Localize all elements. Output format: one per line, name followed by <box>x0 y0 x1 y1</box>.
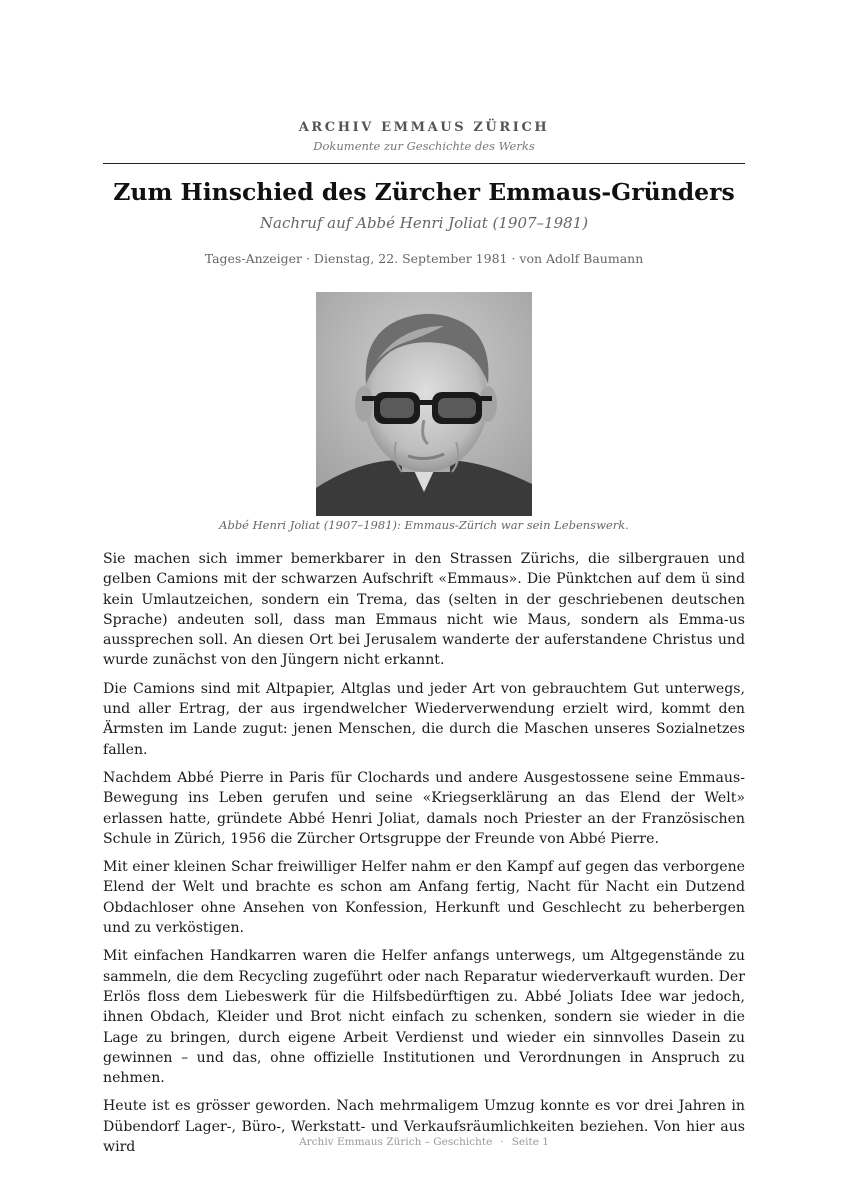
article-paragraph: Mit einer kleinen Schar freiwilliger Helfer nahm er den Kampf auf gegen das verborgene Elend der Welt und brachte es schon am Anfang fertig, Nacht für Nacht ein Dutzend Obdachloser ohne Ansehen von Konfession, Herkunft und Geschlecht zu beherbergen und zu verköstigen. <box>103 859 745 937</box>
footer-title: Archiv Emmaus Zürich – Geschichte <box>299 1136 493 1148</box>
archive-subtitle: Dokumente zur Geschichte des Werks <box>313 139 535 153</box>
photo-caption: Abbé Henri Joliat (1907–1981): Emmaus-Zürich war sein Lebenswerk. <box>219 518 629 532</box>
article-subheadline: Nachruf auf Abbé Henri Joliat (1907–1981) <box>259 214 589 232</box>
header-divider <box>103 163 745 164</box>
archive-header <box>103 120 745 153</box>
portrait-photo <box>316 292 532 516</box>
article-paragraph: Heute ist es grösser geworden. Nach mehrmaligem Umzug konnte es vor drei Jahren in Dübendorf Lager-, Büro-, Werkstatt- und Verkaufsräumlichkeiten beziehen. Von hier aus wird <box>103 1098 745 1156</box>
article-paragraph: Nachdem Abbé Pierre in Paris für Clochards und andere Ausgestossene seine Emmaus-Bewegung ins Leben gerufen und seine «Kriegserklärung an das Elend der Welt» erlassen hatte, gründete Abbé Henri Joliat, damals noch Priester an der Französischen Schule in Zürich, 1956 die Zürcher Ortsgruppe der Freunde von Abbé Pierre. <box>103 769 745 847</box>
article-body <box>103 549 745 1165</box>
footer-separator: · <box>500 1136 504 1148</box>
archive-title: ARCHIV EMMAUS ZÜRICH <box>298 120 550 135</box>
article-headline: Zum Hinschied des Zürcher Emmaus-Gründers <box>113 178 735 206</box>
article-paragraph: Sie machen sich immer bemerkbarer in den Strassen Zürichs, die silbergrauen und gelben Camions mit der schwarzen Aufschrift «Emmaus». Die Pünktchen auf dem ü sind kein Umlautzeichen, sondern ein Trema, das (selten in der geschriebenen deutschen Sprache) andeuten soll, dass man Emmaus nicht wie Maus, sondern als Emma-us aussprechen soll. An diesen Ort bei Jerusalem wanderte der auferstandene Christus und wurde zunächst von den Jüngern nicht erkannt. <box>103 551 745 669</box>
article-paragraph: Die Camions sind mit Altpapier, Altglas und jeder Art von gebrauchtem Gut unterwegs, und aller Ertrag, der aus irgendwelcher Wiederverwendung erzielt wird, kommt den Ärmsten im Lande zugut: jenen Menschen, die durch die Maschen unseres Sozialnetzes fallen. <box>103 680 745 758</box>
article-meta: Tages-Anzeiger · Dienstag, 22. September 1981 · von Adolf Baumann <box>204 251 644 266</box>
article-paragraph: Mit einfachen Handkarren waren die Helfer anfangs unterwegs, um Altgegenstände zu sammeln, die dem Recycling zugeführt oder nach Reparatur wiederverkauft wurden. Der Erlös floss dem Liebeswerk für die Hilfsbedürftigen zu. Abbé Joliats Idee war jedoch, ihnen Obdach, Kleider und Brot nicht einfach zu schenken, sondern sie wieder in die Lage zu bringen, durch eigene Arbeit Verdienst und wieder ein sinnvolles Dasein zu gewinnen – und das, ohne offizielle Institutionen und Verordnungen in Anspruch zu nehmen. <box>103 948 745 1087</box>
page-footer <box>0 1136 848 1148</box>
page-number: Seite 1 <box>511 1136 549 1148</box>
